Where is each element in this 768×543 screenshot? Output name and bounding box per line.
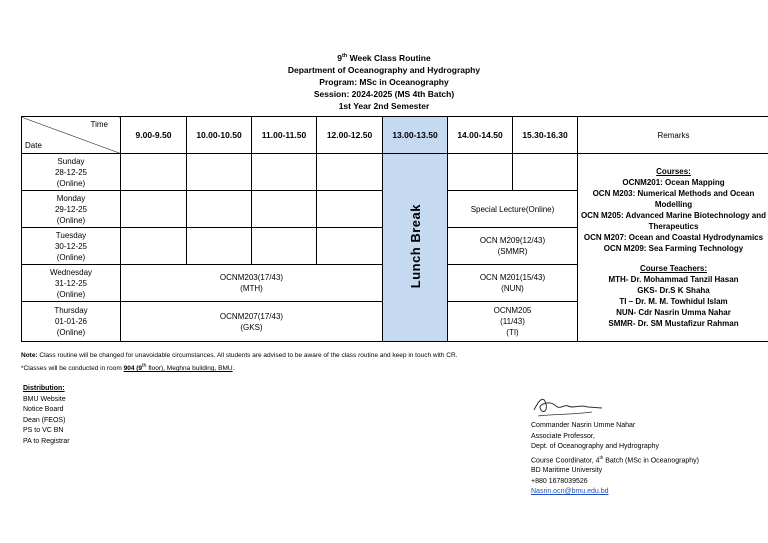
signer-phone: +880 1678039526 [531,477,588,485]
notes [21,351,457,374]
day-cell: Thursday 01-01-26 (Online) [22,302,121,342]
table-row-sunday [22,154,768,191]
course-item: OCN M205: Advanced Marine Biotechnology and Therapeutics [580,211,767,231]
class-cell: OCNM203(17/43) (MTH) [121,265,383,302]
distribution-list [23,384,70,447]
course-item: OCN M207: Ocean and Coastal Hydrodynamics [583,233,764,242]
slot-header: 9.00-9.50 [121,117,187,154]
day-cell: Sunday 28-12-25 (Online) [22,154,121,191]
routine-header [0,50,768,112]
signer-coordinator: Course Coordinator, 4th Batch (MSc in Oceanography) [531,454,699,464]
distribution-item: BMU Website [23,395,66,403]
class-cell: OCNM207(17/43) (GKS) [121,302,383,342]
routine-title: 9th Week Class Routine [337,52,431,63]
signer-block [531,421,699,498]
lunch-break-cell: Lunch Break [383,154,448,342]
signer-university: BD Maritime University [531,467,603,475]
signer-title: Associate Professor, [531,432,595,440]
teacher-item: MTH- Dr. Mohammad Tanzil Hasan [608,275,739,284]
teacher-item: NUN- Cdr Nasrin Umma Nahar [616,308,731,317]
semester-name: 1st Year 2nd Semester [338,100,430,111]
day-cell: Tuesday 30-12-25 (Online) [22,228,121,265]
department-name: Department of Oceanography and Hydrography [287,64,481,75]
note-line: Note: Class routine will be changed for unavoidable circumstances. All students are advised to be aware of the class routine and keep in touch with CR. [21,352,458,359]
time-date-corner: Time Date [22,117,121,154]
distribution-title: Distribution: [23,385,65,392]
distribution-item: PA to Registrar [23,437,70,445]
signer-name: Commander Nasrin Umme Nahar [531,422,636,429]
distribution-item: Notice Board [23,406,64,413]
class-cell: OCNM205 (11/43) (TI) [448,302,578,342]
signer-email-link[interactable]: Nasrin.ocn@bmu.edu.bd [531,488,609,496]
teacher-item: SMMR- Dr. SM Mustafizur Rahman [608,319,739,328]
course-item: OCN M203: Numerical Methods and Ocean Modelling [592,189,755,209]
slot-header: 11.00-11.50 [252,117,317,154]
day-cell: Wednesday 31-12-25 (Online) [22,265,121,302]
distribution-item: PS to VC BN [23,427,64,434]
teacher-item: GKS- Dr.S K Shaha [637,286,710,295]
slot-header: 14.00-14.50 [448,117,513,154]
signer-dept: Dept. of Oceanography and Hydrography [531,443,660,450]
class-cell: OCN M209(12/43) (SMMR) [448,228,578,265]
slot-header: 15.30-16.30 [513,117,578,154]
teachers-heading: Course Teachers: [640,264,707,273]
class-cell: Special Lecture(Online) [448,191,578,228]
course-item: OCNM201: Ocean Mapping [622,178,725,187]
class-routine-table [21,116,768,342]
session-name: Session: 2024-2025 (MS 4th Batch) [313,88,455,99]
signature-image [530,394,610,420]
teacher-item: TI – Dr. M. M. Towhidul Islam [619,297,728,306]
remarks-header: Remarks [578,117,768,154]
day-cell: Monday 29-12-25 (Online) [22,191,121,228]
table-header-row [22,117,768,154]
course-item: OCN M209: Sea Farming Technology [603,244,744,253]
slot-header: 12.00-12.50 [317,117,383,154]
slot-header-lunch: 13.00-13.50 [383,117,448,154]
class-cell: OCN M201(15/43) (NUN) [448,265,578,302]
room-line: *Classes will be conducted in room 904 (9th floor), Meghna building, BMU. [21,363,235,373]
courses-heading: Courses: [656,167,691,176]
distribution-item: Dean (FEOS) [23,416,66,424]
slot-header: 10.00-10.50 [187,117,252,154]
remarks-cell [578,154,768,342]
program-name: Program: MSc in Oceanography [319,76,449,87]
